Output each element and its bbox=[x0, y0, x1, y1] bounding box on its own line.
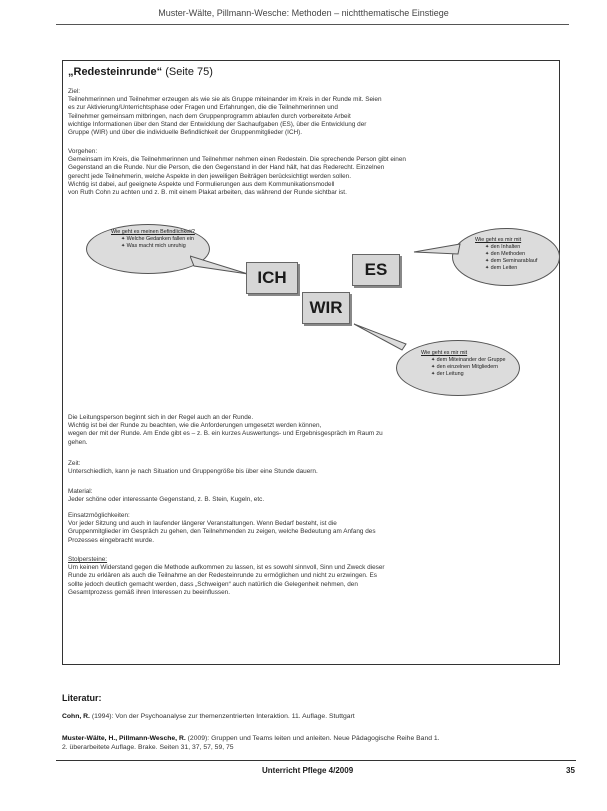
section-label: Einsatzmöglichkeiten: bbox=[68, 512, 130, 519]
reference-item bbox=[62, 724, 582, 753]
es-bubble-item: ✦ dem Seminarablauf bbox=[485, 258, 549, 265]
running-header: Muster-Wälte, Pillmann-Wesche: Methoden – nichtthematische Einstiege bbox=[158, 8, 449, 18]
section-text: Gemeinsam im Kreis, die Teilnehmerinnen und Teilnehmer nehmen einen Redestein. Die sprechende Person gibt einen Gegenstand an die Runde. Nur die Person, die den Gegenstand in der Hand hält, hat das Rederecht. Einzelnen gerecht jede Teilnehmerin, welche Aspekte in den jeweiligen Beiträgen berücksichtigt werden sollen. Wichtig ist dabei, auf geeignete Aspekte und Formulierungen aus dem Kommunikationsmodell von Ruth Cohn zu achten und z. B. mit einem Plakat arbeiten, das während der Runde sichtbar ist. bbox=[68, 156, 406, 197]
ich-box: ICH bbox=[246, 262, 298, 294]
ich-bubble-pointer bbox=[190, 250, 250, 280]
section-material bbox=[68, 488, 548, 504]
section-pitfalls bbox=[68, 556, 548, 597]
section-text: Um keinen Widerstand gegen die Methode aufkommen zu lassen, ist es sowohl sinnvoll, Sinn und Zweck dieser Runde zu erklären als auch die Teilnahme an der Redesteinrunde zu ermöglichen und nicht zu erzwingen. Es sollte jedoch deutlich gemacht werden, dass „Schweigen“ auch natürlich die Gelegenheit nehmen, den Gesamtprozess gemäß ihren Interessen zu beeinflussen. bbox=[68, 564, 385, 596]
header-divider bbox=[56, 24, 569, 25]
reference-text: (1994): Von der Psychoanalyse zur themenzentrierten Interaktion. 11. Auflage. Stuttgart bbox=[89, 713, 355, 720]
title-text: „Redesteinrunde“ bbox=[68, 66, 163, 78]
es-bubble-item: ✦ den Inhalten bbox=[485, 244, 549, 251]
wir-box: WIR bbox=[302, 292, 350, 324]
section-label: Material: bbox=[68, 488, 93, 495]
ich-bubble-item: ✦ Welche Gedanken fallen ein bbox=[121, 236, 199, 243]
section-label: Vorgehen: bbox=[68, 148, 98, 155]
wir-bubble-item: ✦ den einzelnen Mitgliedern bbox=[431, 364, 509, 371]
wir-bubble-pointer bbox=[352, 322, 408, 352]
section-goal bbox=[68, 88, 548, 137]
journal-issue: Unterricht Pflege 4/2009 bbox=[262, 766, 354, 775]
es-bubble-item: ✦ dem Leiten bbox=[485, 265, 549, 272]
reference-author: Cohn, R. bbox=[62, 713, 90, 720]
section-label: Ziel: bbox=[68, 88, 81, 95]
page-reference: (Seite 75) bbox=[165, 66, 213, 78]
section-text: Vor jeder Sitzung und auch in laufender längerer Veranstaltungen. Wenn Bedarf besteht, ist die Gruppenmitglieder im Gespräch zu gehen, den Teilnehmenden zu zeigen, welche Bedeutung am Anfang des Prozesses eingebracht wurde. bbox=[68, 520, 376, 544]
section-procedure bbox=[68, 148, 548, 197]
literature-heading: Literatur: bbox=[62, 693, 102, 703]
section-leader bbox=[68, 414, 548, 447]
reference-item bbox=[62, 712, 582, 722]
section-text: Teilnehmerinnen und Teilnehmer erzeugen als wie sie als Gruppe miteinander im Kreis in der Runde mit. Seien es zur Aktivierung/Unterrichtsphase oder Fragen und Erfahrungen, die die Teilnehmerinnen und Teilnehmer gemeinsam mitbringen, nach dem Gruppenprogramm ablaufen durch vorbereitete Arbeit wichtige Informationen über den Stand der Entwicklung der Sachaufgaben (ES), über die Entwicklung der Gruppe (WIR) und über die individuelle Befindlichkeit der Gruppenmitglieder (ICH). bbox=[68, 96, 382, 137]
ich-bubble-list bbox=[111, 236, 199, 250]
wir-bubble-item: ✦ dem Miteinander der Gruppe bbox=[431, 357, 509, 364]
es-bubble-pointer bbox=[412, 240, 462, 262]
wir-bubble-heading: Wie geht es mir mit bbox=[421, 350, 468, 356]
footer-divider bbox=[56, 760, 576, 761]
ich-bubble-item: ✦ Was macht mich unruhig bbox=[121, 243, 199, 250]
section-use bbox=[68, 512, 548, 545]
es-bubble-list bbox=[475, 244, 549, 272]
method-title bbox=[68, 66, 213, 78]
es-bubble-item: ✦ den Methoden bbox=[485, 251, 549, 258]
wir-bubble-list bbox=[421, 357, 509, 378]
reference-text: (2009): Gruppen und Teams leiten und anleiten. Neue Pädagogische Reihe Band 1. 2. überarbeitete Auflage. Brake. Seiten 31, 37, 57, 59, 75 bbox=[62, 734, 440, 752]
wir-bubble-item: ✦ der Leitung bbox=[431, 371, 509, 378]
section-text: Die Leitungsperson beginnt sich in der Regel auch an der Runde. Wichtig ist bei der Runde zu beachten, wie die Anforderungen umgesetzt werden können, wegen der mit der Runde. Am Ende gibt es – z. B. ein kurzes Auswertungs- und Ergebnisgespräch im Raum zu gehen. bbox=[68, 414, 383, 446]
section-label: Stolpersteine: bbox=[68, 556, 108, 563]
section-text: Unterschiedlich, kann je nach Situation und Gruppengröße bis über eine Stunde dauern. bbox=[68, 468, 318, 476]
es-box: ES bbox=[352, 254, 400, 286]
reference-author: Muster-Wälte, H., Pillmann-Wesche, R. bbox=[62, 734, 186, 742]
page-number: 35 bbox=[566, 766, 575, 775]
es-bubble-heading: Wie geht es mir mit bbox=[475, 237, 522, 243]
wir-bubble bbox=[396, 340, 520, 396]
section-label: Zeit: bbox=[68, 460, 81, 467]
es-bubble bbox=[452, 228, 560, 286]
ich-bubble-heading: Wie geht es meinen Befindlichkeit? bbox=[111, 229, 195, 235]
section-text: Jeder schöne oder interessante Gegenstand, z. B. Stein, Kugeln, etc. bbox=[68, 496, 265, 504]
section-time bbox=[68, 460, 548, 476]
